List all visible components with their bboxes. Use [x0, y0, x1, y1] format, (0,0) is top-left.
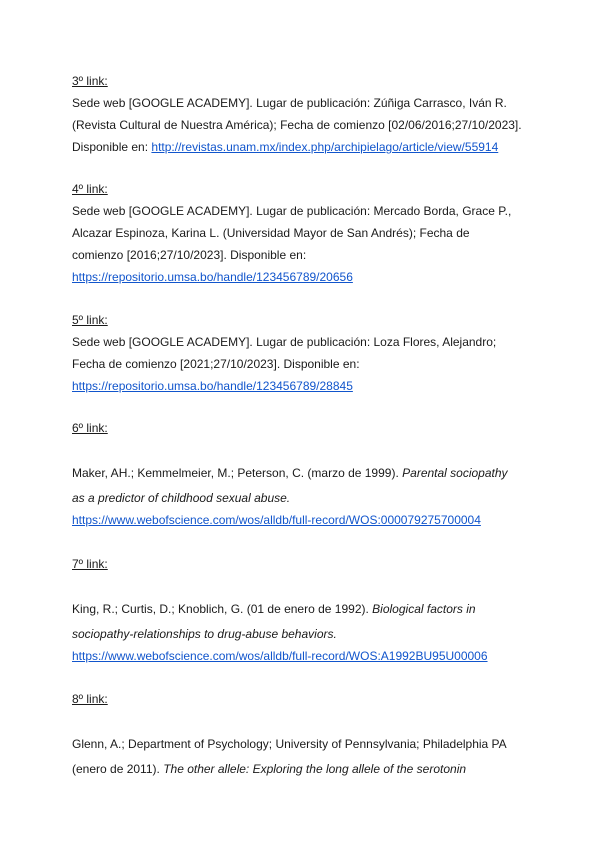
entry-text: Glenn, A.; Department of Psychology; University of Pennsylvania; Philadelphia PA	[72, 737, 507, 751]
link-url[interactable]: https://www.webofscience.com/wos/alldb/full-record/WOS:A1992BU95U00006	[72, 649, 488, 663]
entry-heading: 7º link:	[72, 557, 108, 571]
link-url[interactable]: http://revistas.unam.mx/index.php/archipielago/article/view/55914	[151, 140, 499, 154]
entry-text: (Revista Cultural de Nuestra América); Fecha de comienzo [02/06/2016;27/10/2023].	[72, 118, 522, 132]
entry-text: comienzo [2016;27/10/2023]. Disponible en:	[72, 248, 307, 262]
entry-text: Alcazar Espinoza, Karina L. (Universidad Mayor de San Andrés); Fecha de	[72, 226, 470, 240]
link-url[interactable]: https://repositorio.umsa.bo/handle/123456789/28845	[72, 379, 353, 393]
entry-text: Sede web [GOOGLE ACADEMY]. Lugar de publicación: Loza Flores, Alejandro;	[72, 335, 497, 349]
entry-text: King, R.; Curtis, D.; Knoblich, G. (01 de enero de 1992). Biological factors in	[72, 602, 476, 616]
entry-heading: 3º link:	[72, 74, 108, 88]
entry-text: Maker, AH.; Kemmelmeier, M.; Peterson, C. (marzo de 1999). Parental sociopathy	[72, 466, 508, 480]
entry-text: Sede web [GOOGLE ACADEMY]. Lugar de publicación: Mercado Borda, Grace P.,	[72, 204, 512, 218]
entry-title: as a predictor of childhood sexual abuse.	[72, 491, 291, 505]
entry-heading: 5º link:	[72, 313, 108, 327]
entry-heading: 8º link:	[72, 692, 108, 706]
entry-heading: 6º link:	[72, 421, 108, 435]
link-url[interactable]: https://www.webofscience.com/wos/alldb/full-record/WOS:000079275700004	[72, 513, 481, 527]
entry-title: Parental sociopathy	[402, 466, 508, 480]
entry-heading: 4º link:	[72, 182, 108, 196]
entry-text: Fecha de comienzo [2021;27/10/2023]. Disponible en:	[72, 357, 360, 371]
entry-title: The other allele: Exploring the long allele of the serotonin	[163, 762, 467, 776]
entry-text: Disponible en: http://revistas.unam.mx/index.php/archipielago/article/view/55914	[72, 140, 499, 154]
entry-text: (enero de 2011). The other allele: Exploring the long allele of the serotonin	[72, 762, 467, 776]
entry-title: Biological factors in	[372, 602, 476, 616]
entry-title: sociopathy-relationships to drug-abuse behaviors.	[72, 627, 337, 641]
link-url[interactable]: https://repositorio.umsa.bo/handle/123456789/20656	[72, 270, 353, 284]
entry-text: Sede web [GOOGLE ACADEMY]. Lugar de publicación: Zúñiga Carrasco, Iván R.	[72, 96, 507, 110]
